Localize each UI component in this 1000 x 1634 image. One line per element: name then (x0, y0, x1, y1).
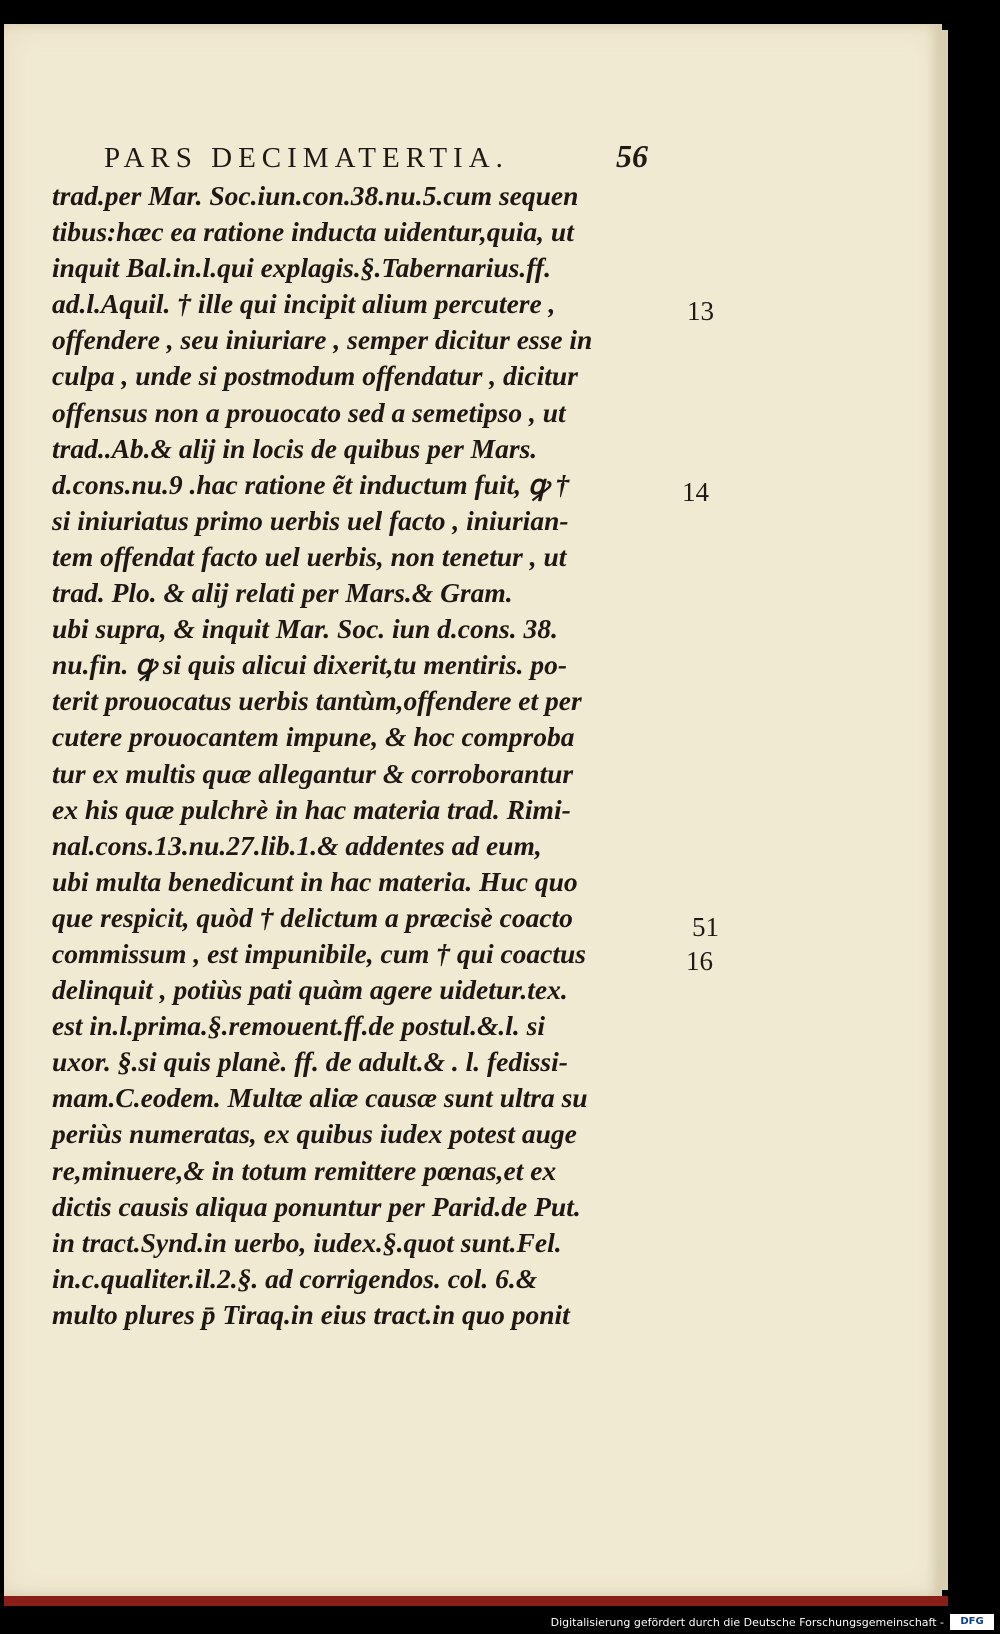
page-number: 56 (616, 138, 648, 174)
body-text (52, 178, 672, 1333)
text-line: uxor. §.si quis planè. ff. de adult.& . l. fedissi- (52, 1046, 568, 1078)
margin-number-16: 16 (686, 946, 713, 976)
text-line: mam.C.eodem. Multæ aliæ causæ sunt ultra su (52, 1082, 588, 1114)
text-line: commissum , est impunibile, cum † qui coactus (52, 937, 587, 969)
text-line: tibus:hæc ea ratione inducta uidentur,quia, ut (52, 216, 574, 248)
text-line: que respicit, quòd † delictum a præcisè coacto (52, 901, 573, 933)
text-line: nu.fin. ꝙ si quis alicui dixerit,tu mentiris. po- (52, 649, 567, 681)
text-line: trad. Plo. & alij relati per Mars.& Gram. (52, 577, 513, 609)
text-line: trad..Ab.& alij in locis de quibus per Mars. (52, 432, 538, 464)
text-line: ad.l.Aquil. † ille qui incipit alium percutere , (52, 288, 556, 320)
book-page (4, 24, 942, 1596)
text-line: multo plures p̄ Tiraq.in eius tract.in quo ponit (52, 1298, 570, 1330)
text-line: in tract.Synd.in uerbo, iudex.§.quot sunt.Fel. (52, 1226, 562, 1258)
text-line: ubi multa benedicunt in hac materia. Huc quo (52, 865, 578, 897)
text-line: dictis causis aliqua ponuntur per Parid.de Put. (52, 1190, 581, 1222)
text-line: delinquit , potiùs pati quàm agere uidetur.tex. (52, 974, 568, 1006)
text-line: ex his quæ pulchrè in hac materia trad. Rimi- (52, 793, 571, 825)
text-line: est in.l.prima.§.remouent.ff.de postul.&.l. si (52, 1010, 546, 1042)
text-line: in.c.qualiter.il.2.§. ad corrigendos. col. 6.& (52, 1262, 538, 1294)
dfg-logo: DFG (950, 1614, 994, 1630)
text-line: tur ex multis quæ allegantur & corroborantur (52, 757, 574, 789)
margin-number-14: 14 (682, 477, 709, 507)
text-line: periùs numeratas, ex quibus iudex potest auge (52, 1118, 577, 1150)
text-line: cutere prouocantem impune, & hoc comproba (52, 721, 575, 753)
margin-number-13: 13 (687, 296, 714, 326)
margin-number-51: 51 (692, 912, 719, 942)
text-line: terit prouocatus uerbis tantùm,offendere et per (52, 685, 582, 717)
text-line: trad.per Mar. Soc.iun.con.38.nu.5.cum sequen (52, 180, 579, 211)
text-line: re,minuere,& in totum remittere pœnas,et ex (52, 1154, 557, 1186)
running-head: PARS DECIMATERTIA. (104, 142, 509, 174)
text-line: nal.cons.13.nu.27.lib.1.& addentes ad eum, (52, 829, 542, 861)
text-line: culpa , unde si postmodum offendatur , dicitur (52, 360, 578, 392)
text-line: offendere , seu iniuriare , semper dicitur esse in (52, 324, 593, 356)
text-line: tem offendat facto uel uerbis, non tenetur , ut (52, 540, 567, 572)
page-edge (940, 30, 948, 1590)
text-line: offensus non a prouocato sed a semetipso , ut (52, 396, 566, 428)
text-line: ubi supra, & inquit Mar. Soc. iun d.cons. 38. (52, 613, 558, 645)
text-line: d.cons.nu.9 .hac ratione ẽt inductum fuit, ꝙ † (52, 468, 570, 500)
page-bottom-edge (4, 1596, 948, 1606)
digitization-credit: Digitalisierung gefördert durch die Deutsche Forschungsgemeinschaft - (550, 1616, 944, 1629)
text-line: si iniuriatus primo uerbis uel facto , iniurian- (52, 504, 569, 536)
text-line: inquit Bal.in.l.qui explagis.§.Tabernarius.ff. (52, 252, 551, 284)
